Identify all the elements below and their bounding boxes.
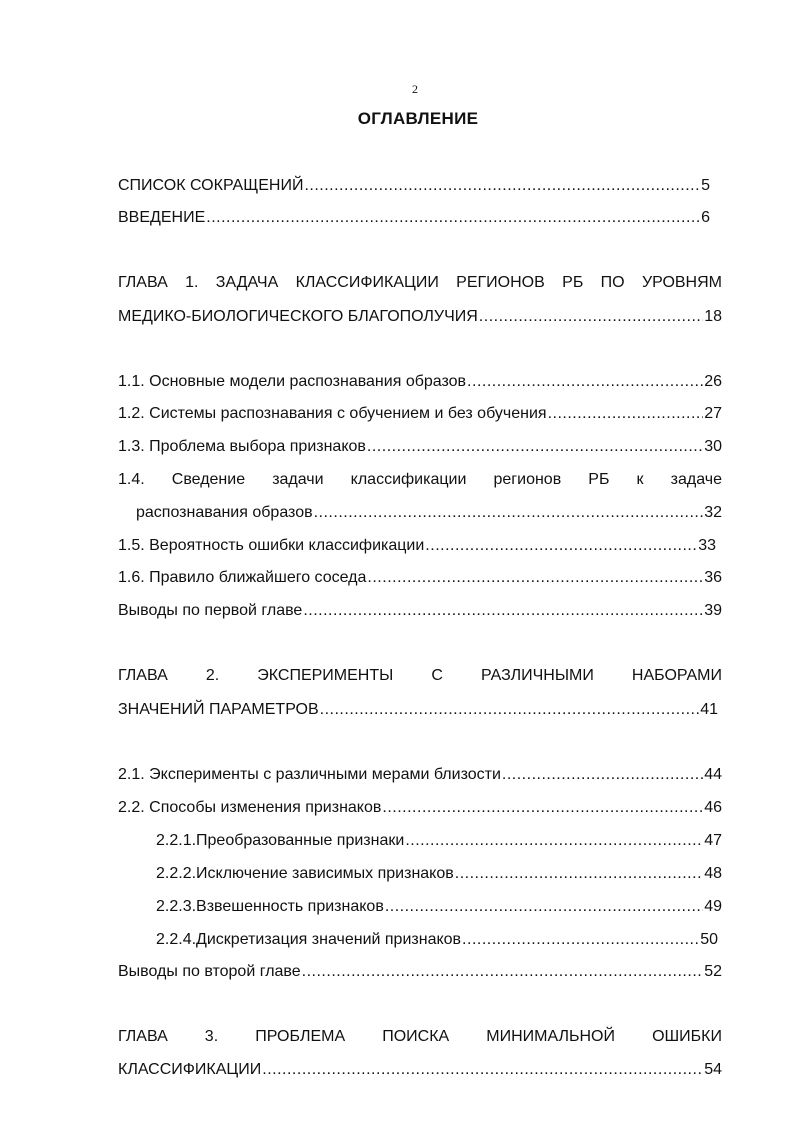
- toc-entry-label: МЕДИКО-БИОЛОГИЧЕСКОГО БЛАГОПОЛУЧИЯ: [118, 308, 478, 325]
- dot-leader: [425, 536, 697, 556]
- toc-entry-page: 33: [698, 537, 716, 554]
- dot-leader: [455, 864, 703, 884]
- toc-entry-label: ЗНАЧЕНИЙ ПАРАМЕТРОВ: [118, 701, 319, 718]
- toc-entry-page: 39: [704, 602, 722, 619]
- page-number: 2: [412, 82, 418, 96]
- toc-entry-label: 2.2.3.Взвешенность признаков: [156, 898, 384, 915]
- toc-entry-1-4-end[interactable]: [136, 503, 722, 523]
- dot-leader: [206, 208, 700, 228]
- dot-leader: [385, 897, 703, 917]
- toc-entry-introduction[interactable]: [118, 208, 710, 228]
- toc-entry-label: Выводы по второй главе: [118, 963, 301, 980]
- dot-leader: [467, 372, 703, 392]
- toc-entry-label: КЛАССИФИКАЦИИ: [118, 1061, 262, 1078]
- dot-leader: [314, 503, 704, 523]
- toc-entry-2-2-1[interactable]: [156, 831, 722, 851]
- toc-entry-label: 2.2. Способы изменения признаков: [118, 799, 382, 816]
- toc-entry-1-1[interactable]: [118, 372, 722, 392]
- toc-entry-2-2-2[interactable]: [156, 864, 722, 884]
- toc-entry-1-2[interactable]: [118, 404, 722, 424]
- dot-leader: [462, 930, 699, 950]
- dot-leader: [320, 700, 700, 720]
- toc-entry-chapter-2-conclusions[interactable]: [118, 962, 722, 982]
- dot-leader: [405, 831, 703, 851]
- toc-chapter-1-heading[interactable]: ГЛАВА 1. ЗАДАЧА КЛАССИФИКАЦИИ РЕГИОНОВ РБ ПО УРОВНЯМ: [118, 274, 722, 291]
- toc-entry-page: 36: [704, 569, 722, 586]
- toc-entry-page: 50: [700, 931, 718, 948]
- toc-entry-page: 27: [704, 405, 722, 422]
- toc-entry-label: 2.2.1.Преобразованные признаки: [156, 832, 405, 849]
- toc-chapter-3-heading[interactable]: ГЛАВА 3. ПРОБЛЕМА ПОИСКА МИНИМАЛЬНОЙ ОШИБКИ: [118, 1028, 722, 1045]
- toc-entry-page: 46: [704, 799, 722, 816]
- toc-entry-page: 30: [704, 438, 722, 455]
- toc-entry-page: 54: [704, 1061, 722, 1078]
- toc-entry-page: 6: [701, 209, 710, 226]
- dot-leader: [367, 437, 703, 457]
- toc-entry-label: 1.3. Проблема выбора признаков: [118, 438, 366, 455]
- toc-entry-1-4[interactable]: 1.4. Сведение задачи классификации регионов РБ к задаче: [118, 471, 722, 488]
- dot-leader: [302, 962, 704, 982]
- toc-entry-label: 2.1. Эксперименты с различными мерами близости: [118, 766, 501, 783]
- toc-entry-1-3[interactable]: [118, 437, 722, 457]
- toc-entry-label: 2.2.4.Дискретизация значений признаков: [156, 931, 462, 948]
- toc-entry-2-1[interactable]: [118, 765, 722, 785]
- dot-leader: [303, 601, 703, 621]
- toc-entry-label: распознавания образов: [136, 504, 313, 521]
- toc-entry-1-6[interactable]: [118, 568, 722, 588]
- toc-entry-page: 47: [704, 832, 722, 849]
- dot-leader: [548, 404, 704, 424]
- toc-entry-page: 48: [704, 865, 722, 882]
- toc-entry-page: 41: [700, 701, 718, 718]
- toc-entry-page: 18: [704, 308, 722, 325]
- dot-leader: [479, 307, 703, 327]
- dot-leader: [502, 765, 703, 785]
- dot-leader: [382, 798, 703, 818]
- toc-entry-label: СПИСОК СОКРАЩЕНИЙ: [118, 177, 304, 194]
- dot-leader: [304, 176, 700, 196]
- toc-entry-label: 1.5. Вероятность ошибки классификации: [118, 537, 425, 554]
- toc-title: ОГЛАВЛЕНИЕ: [357, 109, 479, 128]
- toc-entry-page: 49: [704, 898, 722, 915]
- toc-chapter-1-heading-end[interactable]: [118, 307, 722, 327]
- toc-entry-label: 1.6. Правило ближайшего соседа: [118, 569, 367, 586]
- toc-entry-page: 52: [704, 963, 722, 980]
- toc-chapter-2-heading[interactable]: ГЛАВА 2. ЭКСПЕРИМЕНТЫ С РАЗЛИЧНЫМИ НАБОРАМИ: [118, 667, 722, 684]
- toc-chapter-3-heading-end[interactable]: [118, 1060, 722, 1080]
- toc-entry-abbreviations[interactable]: [118, 176, 710, 196]
- toc-entry-label: Выводы по первой главе: [118, 602, 303, 619]
- toc-entry-label: 1.1. Основные модели распознавания образов: [118, 373, 467, 390]
- toc-entry-2-2[interactable]: [118, 798, 722, 818]
- toc-entry-chapter-1-conclusions[interactable]: [118, 601, 722, 621]
- toc-entry-1-5[interactable]: [118, 536, 716, 556]
- toc-entry-label: 1.2. Системы распознавания с обучением и без обучения: [118, 405, 547, 422]
- toc-entry-page: 5: [701, 177, 710, 194]
- toc-entry-label: 2.2.2.Исключение зависимых признаков: [156, 865, 454, 882]
- toc-entry-2-2-4[interactable]: [156, 930, 718, 950]
- dot-leader: [262, 1060, 703, 1080]
- toc-entry-2-2-3[interactable]: [156, 897, 722, 917]
- toc-entry-page: 44: [704, 766, 722, 783]
- dot-leader: [367, 568, 703, 588]
- toc-entry-page: 32: [704, 504, 722, 521]
- toc-entry-label: ВВЕДЕНИЕ: [118, 209, 206, 226]
- toc-chapter-2-heading-end[interactable]: [118, 700, 718, 720]
- toc-entry-page: 26: [704, 373, 722, 390]
